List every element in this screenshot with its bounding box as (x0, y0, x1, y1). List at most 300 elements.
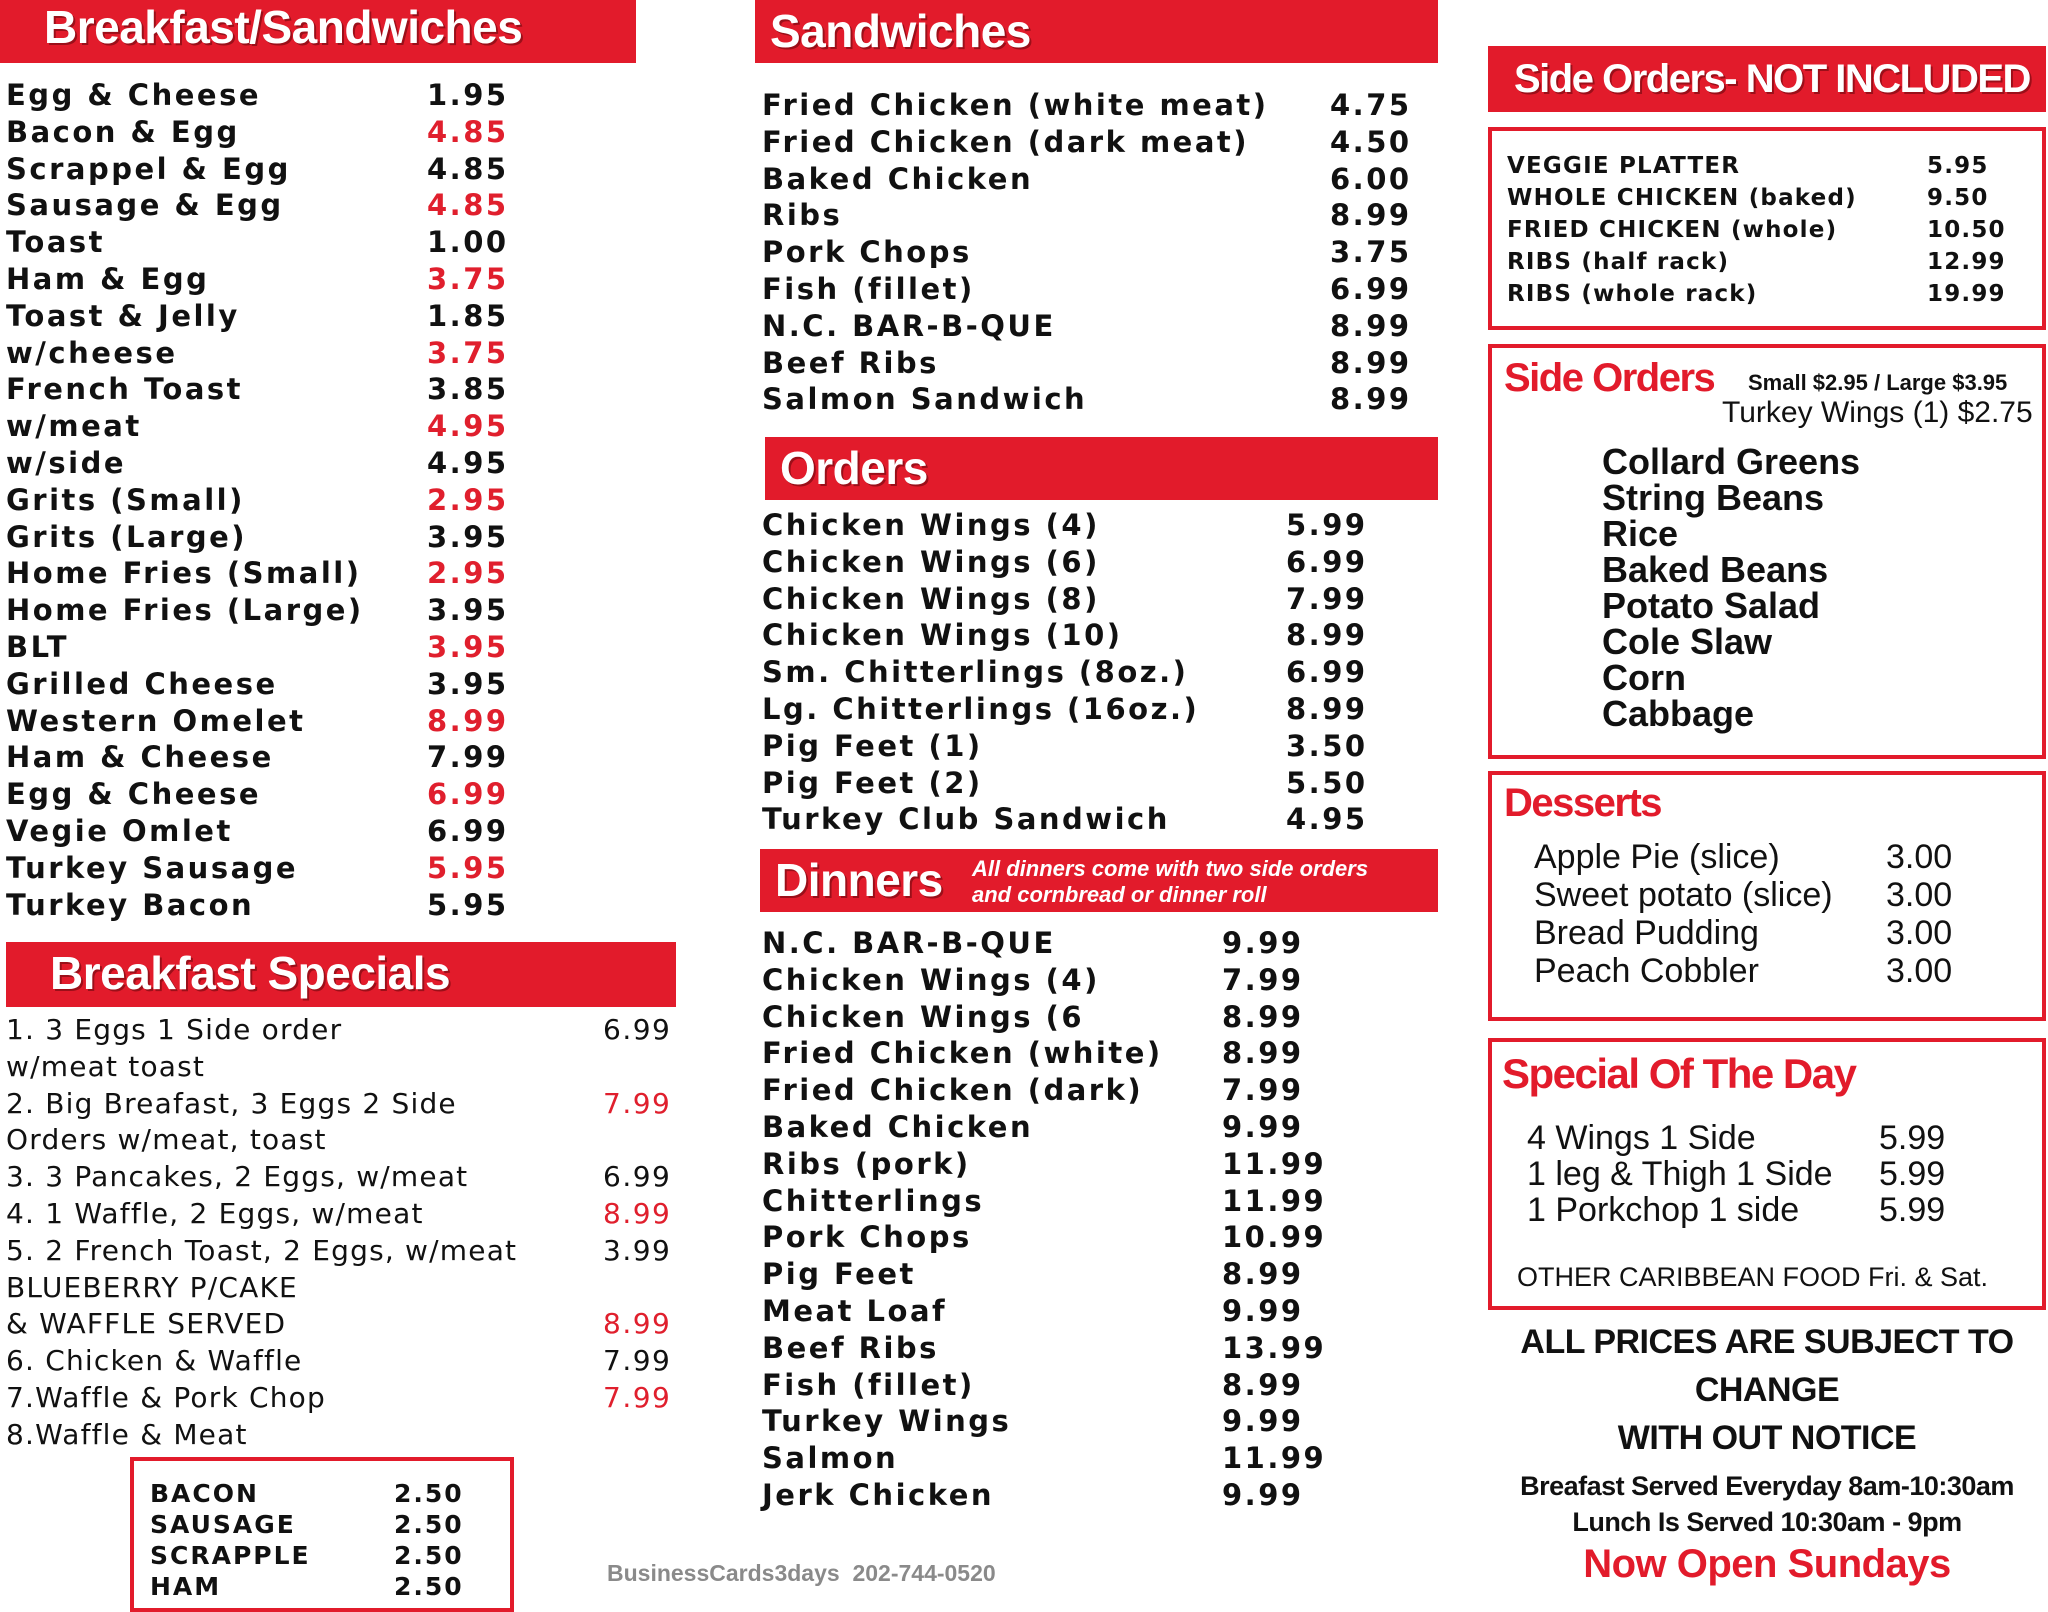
meat-item (150, 1479, 490, 1510)
order-item-price: 6.99 (1286, 655, 1368, 690)
breakfast-item-price: 1.85 (427, 298, 509, 333)
breakfast-item-name: Egg & Cheese (6, 777, 262, 812)
order-item-price: 8.99 (1286, 691, 1368, 726)
sandwich-item-name: Baked Chicken (762, 161, 1034, 196)
dinner-item-price: 11.99 (1222, 1441, 1327, 1476)
special-line-price: 7.99 (603, 1380, 672, 1414)
side-order-extra-item-name: WHOLE CHICKEN (baked) (1507, 185, 1857, 211)
footer-credit: BusinessCards3days 202-744-0520 (607, 1560, 996, 1586)
sandwich-item (762, 346, 1442, 383)
breakfast-item-price: 8.99 (427, 703, 509, 738)
sandwich-item (762, 162, 1442, 199)
breakfast-item-price: 3.95 (427, 593, 509, 628)
side-order-extra-item-name: FRIED CHICKEN (whole) (1507, 217, 1838, 243)
dinner-item-price: 9.99 (1222, 1109, 1304, 1144)
breakfast-item-price: 4.85 (427, 188, 509, 223)
breakfast-item-name: Home Fries (Large) (6, 593, 364, 628)
breakfast-item-price: 6.99 (427, 777, 509, 812)
side-orders-title: Side Orders (1504, 356, 1715, 400)
order-item-name: Chicken Wings (6) (762, 544, 1100, 579)
order-item-price: 6.99 (1286, 544, 1368, 579)
sandwich-item-price: 4.75 (1330, 88, 1412, 122)
dinners-title: Dinners (775, 854, 943, 906)
dinner-item-price: 11.99 (1222, 1183, 1327, 1218)
special-of-the-day-box (1488, 1038, 2046, 1310)
sandwich-item (762, 382, 1442, 419)
breakfast-item (6, 667, 526, 704)
side-orders-list (1602, 441, 2002, 734)
breakfast-item-price: 3.85 (427, 372, 509, 407)
sandwiches-list (762, 88, 1442, 419)
breakfast-item-price: 4.95 (427, 409, 509, 444)
special-line (6, 1087, 686, 1124)
special-line (6, 1050, 686, 1087)
dinner-item (762, 926, 1442, 963)
side-order-extra-item-price: 10.50 (1927, 217, 2006, 243)
caribbean-note: OTHER CARIBBEAN FOOD Fri. & Sat. (1517, 1262, 1989, 1292)
order-item-name: Lg. Chitterlings (16oz.) (762, 691, 1200, 726)
side-order-extra-item-name: VEGGIE PLATTER (1507, 153, 1741, 179)
dinner-item-name: Chicken Wings (6 (762, 999, 1085, 1034)
special-line (6, 1197, 686, 1234)
breakfast-item-price: 2.95 (427, 482, 509, 517)
desserts-list (1534, 838, 2014, 990)
dinner-item (762, 1036, 1442, 1073)
breakfast-item-name: Turkey Bacon (6, 887, 255, 922)
side-order-extra-item-price: 9.50 (1927, 185, 1989, 211)
special-of-day-item-price: 5.99 (1879, 1155, 1946, 1193)
notices (1488, 1318, 2046, 1588)
side-order-extra-item (1507, 183, 2027, 215)
sandwich-item-price: 6.99 (1330, 271, 1412, 306)
breakfast-item (6, 409, 526, 446)
special-line-name: & WAFFLE SERVED (6, 1307, 287, 1341)
side-order-extra-item (1507, 247, 2027, 279)
sandwich-item-price: 8.99 (1330, 345, 1412, 380)
breakfast-item-price: 4.85 (427, 114, 509, 149)
sandwich-item-name: Fish (fillet) (762, 271, 975, 306)
sandwich-item (762, 272, 1442, 309)
breakfast-item (6, 630, 526, 667)
special-line-name: 8.Waffle & Meat (6, 1417, 248, 1451)
side-order-extra-item-price: 19.99 (1927, 281, 2006, 307)
dinner-item-name: Chitterlings (762, 1183, 985, 1218)
sandwich-item (762, 125, 1442, 162)
special-line-name: w/meat toast (6, 1049, 206, 1083)
meat-item-name: HAM (150, 1572, 222, 1601)
breakfast-item-name: French Toast (6, 372, 244, 407)
sandwich-item-name: Fried Chicken (white meat) (762, 88, 1269, 122)
breakfast-item-name: Home Fries (Small) (6, 556, 362, 591)
special-of-the-day-title: Special Of The Day (1502, 1050, 1856, 1097)
dinner-item-price: 8.99 (1222, 999, 1304, 1034)
breakfast-specials-header (6, 942, 676, 1007)
dinners-note-line-2: and cornbread or dinner roll (972, 882, 1267, 907)
order-item (762, 545, 1442, 582)
order-item-price: 7.99 (1286, 581, 1368, 616)
dessert-item-name: Peach Cobbler (1534, 952, 1759, 990)
special-line-price: 8.99 (603, 1307, 672, 1341)
order-item (762, 582, 1442, 619)
dessert-item (1534, 952, 2014, 990)
dinner-item-price: 8.99 (1222, 1367, 1304, 1402)
dinner-item-name: Fried Chicken (white) (762, 1036, 1163, 1071)
meat-item-price: 2.50 (394, 1510, 464, 1539)
side-order-item: String Beans (1602, 477, 1825, 518)
open-sundays-notice: Now Open Sundays (1583, 1542, 1951, 1586)
sandwich-item (762, 309, 1442, 346)
dessert-item-price: 3.00 (1886, 876, 1953, 914)
dinner-item-name: Baked Chicken (762, 1109, 1034, 1144)
breakfast-item (6, 152, 526, 189)
dinner-item-name: Ribs (pork) (762, 1146, 971, 1181)
side-order-extra-item (1507, 215, 2027, 247)
side-orders-not-included-header (1488, 46, 2046, 112)
breakfast-item-price: 2.95 (427, 556, 509, 591)
sandwich-item-price: 3.75 (1330, 235, 1412, 270)
dessert-item-name: Bread Pudding (1534, 914, 1759, 952)
special-line-price: 6.99 (603, 1160, 672, 1194)
dinner-item-price: 10.99 (1222, 1220, 1327, 1255)
breakfast-item-name: Western Omelet (6, 703, 306, 738)
breakfast-sandwiches-header (0, 0, 636, 63)
breakfast-item-name: BLT (6, 629, 70, 664)
dessert-item-price: 3.00 (1886, 914, 1953, 952)
breakfast-item-name: w/cheese (6, 335, 178, 370)
breakfast-item-name: Vegie Omlet (6, 813, 233, 848)
breakfast-item-name: Turkey Sausage (6, 850, 299, 885)
meat-item-name: SCRAPPLE (150, 1541, 311, 1570)
dinner-item-name: Pig Feet (762, 1257, 916, 1292)
special-of-the-day-list (1527, 1119, 2007, 1227)
dinner-item-price: 8.99 (1222, 1257, 1304, 1292)
breakfast-item-name: Sausage & Egg (6, 188, 284, 223)
side-order-extra-item-price: 5.95 (1927, 153, 1989, 179)
breakfast-item-price: 3.95 (427, 666, 509, 701)
special-line (6, 1307, 686, 1344)
special-line-name: 2. Big Breafast, 3 Eggs 2 Side (6, 1086, 457, 1120)
order-item-price: 8.99 (1286, 618, 1368, 653)
orders-header (765, 437, 1438, 500)
orders-list (762, 508, 1442, 839)
price-change-notice-line-1: ALL PRICES ARE SUBJECT TO CHANGE (1520, 1323, 2014, 1409)
sandwich-item-name: N.C. BAR-B-QUE (762, 308, 1056, 343)
sandwich-item-name: Salmon Sandwich (762, 382, 1088, 417)
side-orders-turkey-note: Turkey Wings (1) $2.75 (1722, 396, 2033, 429)
dinners-header (760, 849, 1438, 912)
order-item-name: Chicken Wings (4) (762, 508, 1100, 542)
special-line-name: 1. 3 Eggs 1 Side order (6, 1013, 343, 1046)
side-orders-box (1488, 344, 2046, 759)
side-order-item: Potato Salad (1602, 585, 1821, 626)
order-item (762, 508, 1442, 545)
sandwich-item-name: Fried Chicken (dark meat) (762, 124, 1250, 159)
special-line (6, 1160, 686, 1197)
meat-item-price: 2.50 (394, 1572, 464, 1601)
breakfast-item-price: 5.95 (427, 850, 509, 885)
dinner-item-name: Fish (fillet) (762, 1367, 975, 1402)
dinner-item-name: Salmon (762, 1441, 899, 1476)
breakfast-item (6, 78, 526, 115)
side-orders-not-included-title: Side Orders- NOT INCLUDED (1514, 57, 2030, 101)
special-line-name: 7.Waffle & Pork Chop (6, 1380, 326, 1414)
breakfast-item (6, 593, 526, 630)
special-line-price: 7.99 (603, 1344, 672, 1378)
dessert-item-name: Sweet potato (slice) (1534, 876, 1833, 914)
breakfast-item (6, 777, 526, 814)
side-order-item: Cabbage (1602, 693, 1755, 734)
breakfast-specials-title: Breakfast Specials (50, 947, 451, 999)
dinner-item (762, 1000, 1442, 1037)
dinner-item (762, 1478, 1442, 1515)
special-of-day-item (1527, 1191, 2007, 1227)
dinner-item-name: Jerk Chicken (762, 1477, 995, 1512)
breakfast-sandwiches-title: Breakfast/Sandwiches (44, 1, 523, 53)
dinner-item (762, 1404, 1442, 1441)
breakfast-item-price: 4.85 (427, 151, 509, 186)
dinner-item-name: Meat Loaf (762, 1293, 948, 1328)
breakfast-item-price: 3.95 (427, 519, 509, 554)
dinner-item (762, 1331, 1442, 1368)
meat-item (150, 1510, 490, 1541)
sandwich-item-name: Ribs (762, 198, 843, 233)
special-line-price: 3.99 (603, 1233, 672, 1267)
dinner-item (762, 1147, 1442, 1184)
breakfast-hours: Breafast Served Everyday 8am-10:30am (1520, 1471, 2014, 1501)
dessert-item-price: 3.00 (1886, 838, 1953, 876)
meat-item-price: 2.50 (394, 1541, 464, 1570)
order-item-price: 5.50 (1286, 765, 1368, 800)
special-line-name: BLUEBERRY P/CAKE (6, 1270, 298, 1304)
dinner-item-name: Turkey Wings (762, 1404, 1012, 1439)
side-order-item: Rice (1602, 513, 1679, 554)
breakfast-item-price: 1.00 (427, 225, 509, 260)
side-order-item: Cole Slaw (1602, 621, 1773, 662)
order-item-name: Chicken Wings (10) (762, 618, 1123, 653)
breakfast-sandwiches-list (6, 78, 526, 924)
breakfast-item-price: 3.95 (427, 629, 509, 664)
order-item-name: Pig Feet (2) (762, 765, 983, 800)
breakfast-item (6, 336, 526, 373)
special-line (6, 1123, 686, 1160)
dinner-item-price: 9.99 (1222, 1293, 1304, 1328)
dinner-item (762, 1073, 1442, 1110)
breakfast-item-name: Ham & Egg (6, 261, 210, 296)
order-item-price: 4.95 (1286, 802, 1368, 837)
order-item (762, 692, 1442, 729)
dinner-item-price: 7.99 (1222, 1073, 1304, 1108)
side-orders-price-note: Small $2.95 / Large $3.95 (1748, 370, 2008, 395)
dinner-item (762, 963, 1442, 1000)
order-item-name: Sm. Chitterlings (8oz.) (762, 655, 1189, 690)
dinner-item-price: 13.99 (1222, 1330, 1327, 1365)
breakfast-item-name: Toast & Jelly (6, 298, 240, 333)
dinners-note-line-1: All dinners come with two side orders (972, 856, 1369, 881)
dinner-item (762, 1294, 1442, 1331)
breakfast-item (6, 520, 526, 557)
breakfast-item (6, 556, 526, 593)
breakfast-item (6, 225, 526, 262)
special-line (6, 1418, 686, 1455)
breakfast-item-price: 5.95 (427, 887, 509, 922)
dessert-item (1534, 876, 2014, 914)
side-meat-list (150, 1479, 490, 1603)
side-order-item: Corn (1602, 657, 1686, 698)
side-orders-not-included-list (1507, 151, 2027, 311)
special-line-price: 6.99 (603, 1013, 672, 1046)
sandwich-item (762, 88, 1442, 125)
breakfast-item-price: 6.99 (427, 813, 509, 848)
dinner-item (762, 1220, 1442, 1257)
sandwich-item-price: 6.00 (1330, 161, 1412, 196)
special-line-price: 8.99 (603, 1196, 672, 1230)
special-line-name: 4. 1 Waffle, 2 Eggs, w/meat (6, 1196, 424, 1230)
dinners-list (762, 926, 1442, 1515)
special-line (6, 1271, 686, 1308)
order-item-name: Turkey Club Sandwich (762, 802, 1170, 837)
side-meat-box (130, 1457, 514, 1612)
order-item (762, 766, 1442, 803)
breakfast-item-price: 3.75 (427, 261, 509, 296)
side-order-extra-item (1507, 279, 2027, 311)
sandwiches-header (755, 0, 1438, 63)
breakfast-item (6, 299, 526, 336)
dinner-item (762, 1110, 1442, 1147)
special-line (6, 1381, 686, 1418)
breakfast-item (6, 851, 526, 888)
special-of-day-item (1527, 1155, 2007, 1191)
breakfast-item-price: 3.75 (427, 335, 509, 370)
sandwich-item-name: Beef Ribs (762, 345, 939, 380)
orders-title: Orders (780, 442, 928, 494)
dinner-item-name: Beef Ribs (762, 1330, 939, 1365)
dinner-item-price: 9.99 (1222, 1404, 1304, 1439)
dinner-item-name: Pork Chops (762, 1220, 972, 1255)
dinner-item-name: Chicken Wings (4) (762, 962, 1100, 997)
dinner-item (762, 1257, 1442, 1294)
breakfast-item-name: Grits (Large) (6, 519, 248, 554)
side-orders-not-included-box (1488, 127, 2046, 330)
dinner-item (762, 1441, 1442, 1478)
desserts-box (1488, 771, 2046, 1021)
breakfast-item (6, 262, 526, 299)
breakfast-item (6, 483, 526, 520)
order-item-name: Chicken Wings (8) (762, 581, 1100, 616)
breakfast-item (6, 372, 526, 409)
breakfast-item-name: Grits (Small) (6, 482, 245, 517)
breakfast-item (6, 740, 526, 777)
breakfast-item-name: Bacon & Egg (6, 114, 240, 149)
breakfast-item-name: Grilled Cheese (6, 666, 278, 701)
special-of-day-item-name: 4 Wings 1 Side (1527, 1119, 1756, 1157)
meat-item-name: SAUSAGE (150, 1510, 296, 1539)
breakfast-item (6, 188, 526, 225)
special-line (6, 1013, 686, 1050)
breakfast-item (6, 446, 526, 483)
breakfast-item-price: 7.99 (427, 740, 509, 775)
breakfast-item-price: 1.95 (427, 78, 509, 112)
breakfast-item-name: Egg & Cheese (6, 78, 262, 112)
side-order-extra-item-name: RIBS (half rack) (1507, 249, 1730, 275)
special-of-day-item-name: 1 Porkchop 1 side (1527, 1191, 1800, 1229)
sandwich-item (762, 198, 1442, 235)
lunch-hours: Lunch Is Served 10:30am - 9pm (1572, 1507, 1962, 1537)
order-item (762, 655, 1442, 692)
meat-item-name: BACON (150, 1479, 259, 1508)
special-of-day-item-price: 5.99 (1879, 1191, 1946, 1229)
breakfast-item (6, 704, 526, 741)
order-item-price: 3.50 (1286, 728, 1368, 763)
side-order-item: Collard Greens (1602, 441, 1861, 482)
breakfast-item-name: w/side (6, 445, 127, 480)
dinner-item-price: 11.99 (1222, 1146, 1327, 1181)
special-of-day-item-name: 1 leg & Thigh 1 Side (1527, 1155, 1833, 1193)
special-line-name: 5. 2 French Toast, 2 Eggs, w/meat (6, 1233, 518, 1267)
price-change-notice-line-2: WITH OUT NOTICE (1617, 1419, 1917, 1457)
dessert-item-name: Apple Pie (slice) (1534, 838, 1780, 876)
special-line (6, 1234, 686, 1271)
sandwich-item-name: Pork Chops (762, 235, 972, 270)
order-item (762, 729, 1442, 766)
breakfast-item (6, 814, 526, 851)
dessert-item (1534, 914, 2014, 952)
dinner-item (762, 1368, 1442, 1405)
dinner-item-price: 8.99 (1222, 1036, 1304, 1071)
sandwich-item-price: 8.99 (1330, 382, 1412, 417)
dinner-item-name: N.C. BAR-B-QUE (762, 926, 1056, 960)
special-line-price: 7.99 (603, 1086, 672, 1120)
side-order-extra-item-name: RIBS (whole rack) (1507, 281, 1758, 307)
special-line-name: Orders w/meat, toast (6, 1123, 327, 1157)
dinners-note (972, 856, 1368, 908)
order-item-name: Pig Feet (1) (762, 728, 983, 763)
order-item (762, 802, 1442, 839)
sandwich-item-price: 8.99 (1330, 198, 1412, 233)
dinner-item (762, 1184, 1442, 1221)
breakfast-item-name: Scrappel & Egg (6, 151, 291, 186)
side-order-extra-item-price: 12.99 (1927, 249, 2006, 275)
order-item (762, 618, 1442, 655)
sandwiches-title: Sandwiches (770, 5, 1031, 57)
breakfast-item-name: Toast (6, 225, 106, 260)
meat-item (150, 1572, 490, 1603)
sandwich-item-price: 4.50 (1330, 124, 1412, 159)
special-line (6, 1344, 686, 1381)
breakfast-item-name: Ham & Cheese (6, 740, 274, 775)
breakfast-item (6, 115, 526, 152)
dinner-item-price: 9.99 (1222, 926, 1304, 960)
special-line-name: 3. 3 Pancakes, 2 Eggs, w/meat (6, 1160, 469, 1194)
sandwich-item (762, 235, 1442, 272)
dinner-item-name: Fried Chicken (dark) (762, 1073, 1144, 1108)
sandwich-item-price: 8.99 (1330, 308, 1412, 343)
breakfast-item (6, 888, 526, 925)
meat-item (150, 1541, 490, 1572)
dessert-item-price: 3.00 (1886, 952, 1953, 990)
dinner-item-price: 7.99 (1222, 962, 1304, 997)
breakfast-item-name: w/meat (6, 409, 142, 444)
special-of-day-item (1527, 1119, 2007, 1155)
side-order-item: Baked Beans (1602, 549, 1829, 590)
order-item-price: 5.99 (1286, 508, 1368, 542)
desserts-title: Desserts (1504, 781, 1662, 825)
breakfast-item-price: 4.95 (427, 445, 509, 480)
special-of-day-item-price: 5.99 (1879, 1119, 1946, 1157)
meat-item-price: 2.50 (394, 1479, 464, 1508)
special-line-name: 6. Chicken & Waffle (6, 1344, 303, 1378)
breakfast-specials-list (6, 1013, 686, 1455)
dessert-item (1534, 838, 2014, 876)
